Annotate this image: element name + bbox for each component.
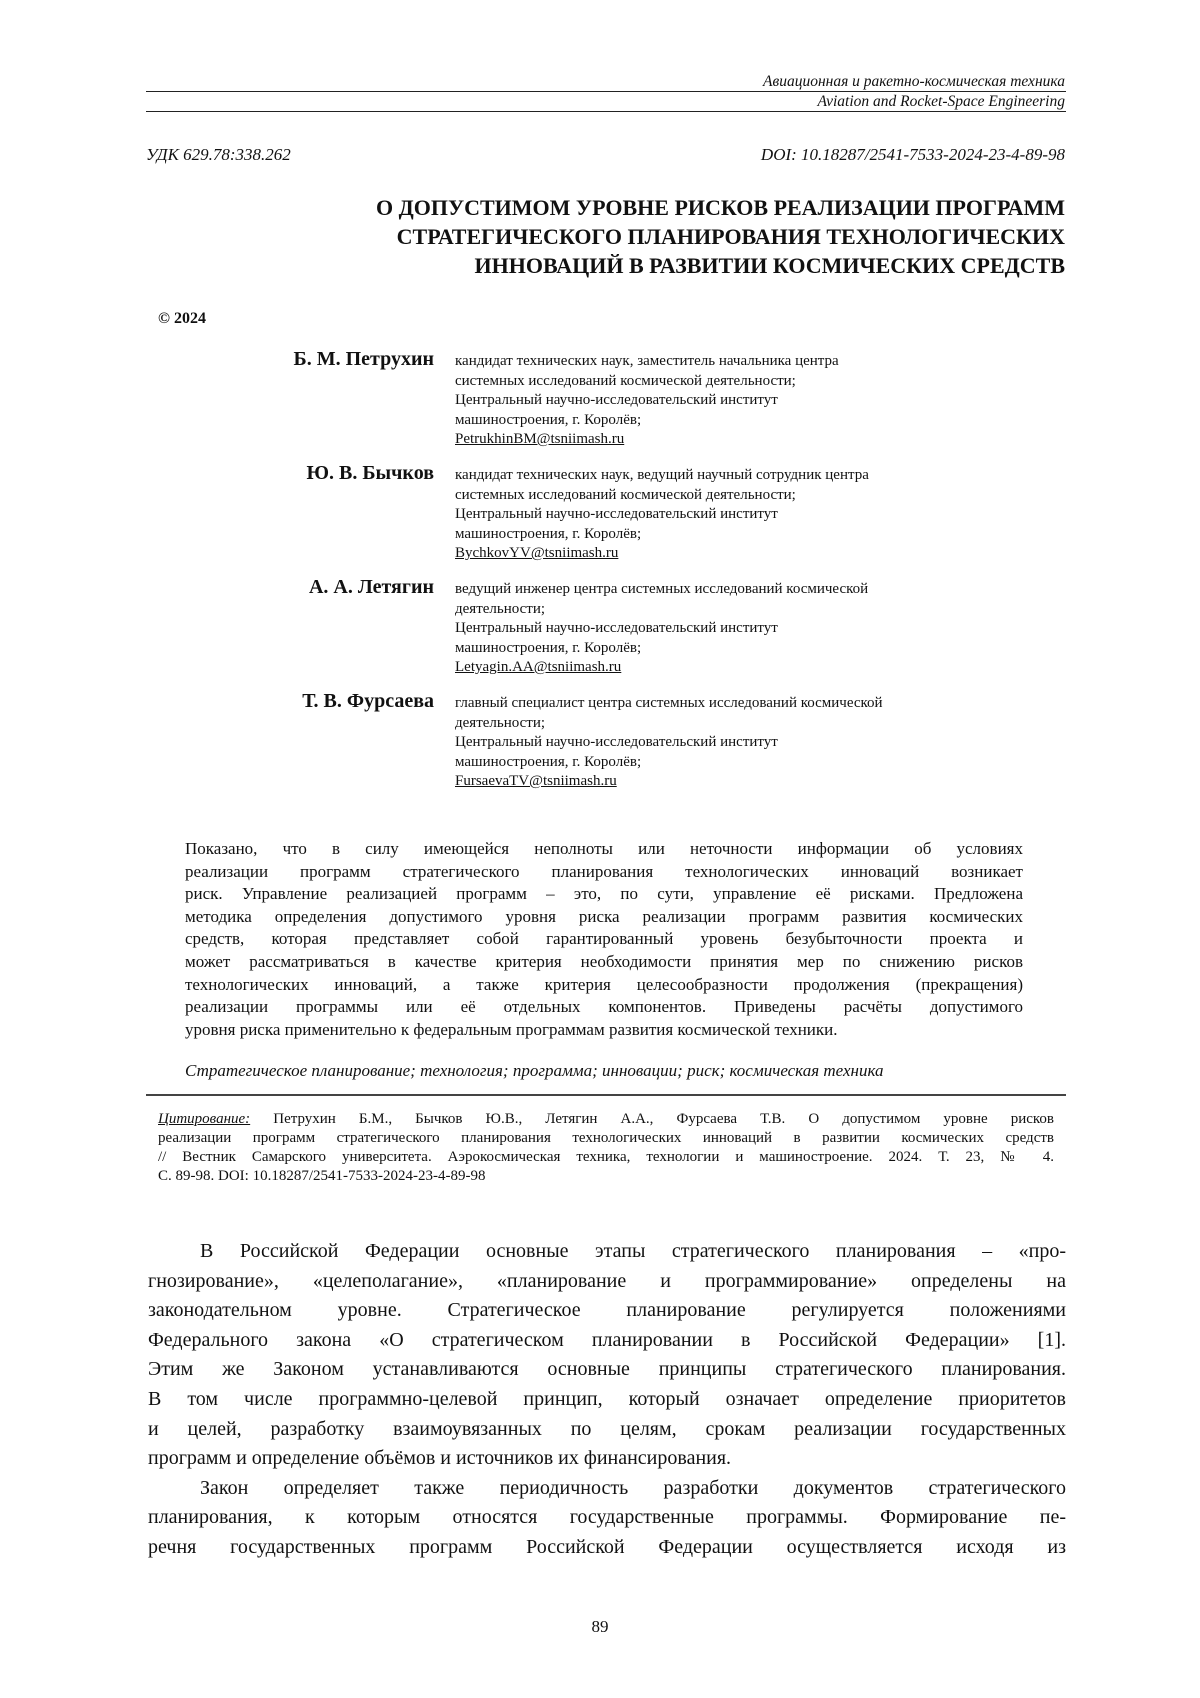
body-line: В Российской Федерации основные этапы стратегического планирования – «про- bbox=[148, 1237, 1066, 1267]
body-line: гнозирование», «целеполагание», «планирование и программирование» определены на bbox=[148, 1267, 1066, 1297]
citation-line bbox=[158, 1110, 1054, 1129]
author-name: Т. В. Фурсаева bbox=[146, 690, 434, 713]
affiliation-line: системных исследований космической деятельности; bbox=[455, 486, 869, 506]
citation-label: Цитирование: bbox=[158, 1111, 250, 1127]
affiliation-line: машиностроения, г. Королёв; bbox=[455, 639, 868, 659]
abstract-line: риск. Управление реализацией программ – это, по сути, управление её рисками. Предложена bbox=[185, 883, 1023, 906]
author-name: Ю. В. Бычков bbox=[146, 462, 434, 485]
author-affiliation bbox=[455, 466, 869, 564]
body-line: Федерального закона «О стратегическом планировании в Российской Федерации» [1]. bbox=[148, 1326, 1066, 1356]
citation bbox=[158, 1110, 1054, 1186]
abstract-line: технологических инноваций, а также критерия целесообразности продолжения (прекращения) bbox=[185, 974, 1023, 997]
abstract-line: методика определения допустимого уровня риска реализации программ развития космических bbox=[185, 906, 1023, 929]
affiliation-line: Центральный научно-исследовательский институт bbox=[455, 505, 869, 525]
author-email-link[interactable]: PetrukhinBM@tsniimash.ru bbox=[455, 431, 624, 447]
affiliation-line: системных исследований космической деятельности; bbox=[455, 372, 839, 392]
citation-line: С. 89-98. DOI: 10.18287/2541-7533-2024-23-4-89-98 bbox=[158, 1167, 1054, 1186]
citation-text: Петрухин Б.М., Бычков Ю.В., Летягин А.А., Фурсаева Т.В. О допустимом уровне рисков bbox=[273, 1111, 1054, 1127]
copyright: © 2024 bbox=[158, 310, 206, 328]
title-line: ИННОВАЦИЙ В РАЗВИТИИ КОСМИЧЕСКИХ СРЕДСТВ bbox=[376, 251, 1065, 280]
author-block bbox=[146, 466, 1066, 576]
abstract bbox=[185, 838, 1023, 1041]
author-email-link[interactable]: BychkovYV@tsniimash.ru bbox=[455, 545, 618, 561]
abstract-line: Показано, что в силу имеющейся неполноты или неточности информации об условиях bbox=[185, 838, 1023, 861]
body-line: и целей, разработку взаимоувязанных по целям, срокам реализации государственных bbox=[148, 1415, 1066, 1445]
author-block bbox=[146, 694, 1066, 804]
affiliation-line: кандидат технических наук, ведущий научный сотрудник центра bbox=[455, 466, 869, 486]
affiliation-line: машиностроения, г. Королёв; bbox=[455, 525, 869, 545]
journal-title-en: Aviation and Rocket-Space Engineering bbox=[818, 93, 1066, 111]
abstract-line: средств, которая представляет собой гарантированный уровень безубыточности проекта и bbox=[185, 928, 1023, 951]
affiliation-line: Центральный научно-исследовательский институт bbox=[455, 733, 883, 753]
affiliation-line: Центральный научно-исследовательский институт bbox=[455, 391, 839, 411]
affiliation-line: деятельности; bbox=[455, 600, 868, 620]
body-line: Этим же Законом устанавливаются основные принципы стратегического планирования. bbox=[148, 1355, 1066, 1385]
affiliation-line: кандидат технических наук, заместитель начальника центра bbox=[455, 352, 839, 372]
citation-line: реализации программ стратегического планирования технологических инноваций в развитии космических средств bbox=[158, 1129, 1054, 1148]
title-line: СТРАТЕГИЧЕСКОГО ПЛАНИРОВАНИЯ ТЕХНОЛОГИЧЕСКИХ bbox=[376, 222, 1065, 251]
author-email-link[interactable]: Letyagin.AA@tsniimash.ru bbox=[455, 659, 621, 675]
author-affiliation bbox=[455, 580, 868, 678]
article-title bbox=[376, 193, 1065, 280]
keywords: Стратегическое планирование; технология; программа; инновации; риск; космическая техника bbox=[185, 1061, 883, 1081]
author-affiliation bbox=[455, 352, 839, 450]
title-line: О ДОПУСТИМОМ УРОВНЕ РИСКОВ РЕАЛИЗАЦИИ ПРОГРАММ bbox=[376, 193, 1065, 222]
document-page bbox=[0, 0, 1200, 1698]
author-block bbox=[146, 352, 1066, 462]
header-rule bbox=[146, 111, 1066, 112]
affiliation-line: Центральный научно-исследовательский институт bbox=[455, 619, 868, 639]
journal-title-ru: Авиационная и ракетно-космическая техника bbox=[763, 73, 1065, 91]
abstract-line: уровня риска применительно к федеральным программам развития космической техники. bbox=[185, 1019, 1023, 1042]
author-block bbox=[146, 580, 1066, 690]
udk: УДК 629.78:338.262 bbox=[146, 145, 291, 165]
author-affiliation bbox=[455, 694, 883, 792]
page-number: 89 bbox=[0, 1617, 1200, 1637]
body-line: планирования, к которым относятся государственные программы. Формирование пе- bbox=[148, 1503, 1066, 1533]
author-name: А. А. Летягин bbox=[146, 576, 434, 599]
citation-line: // Вестник Самарского университета. Аэрокосмическая техника, технологии и машиностроение. 2024. Т. 23, № 4. bbox=[158, 1148, 1054, 1167]
body-line: речня государственных программ Российской Федерации осуществляется исходя из bbox=[148, 1533, 1066, 1563]
abstract-line: может рассматриваться в качестве критерия необходимости принятия мер по снижению рисков bbox=[185, 951, 1023, 974]
body-line: В том числе программно-целевой принцип, который означает определение приоритетов bbox=[148, 1385, 1066, 1415]
abstract-line: реализации программ стратегического планирования технологических инноваций возникает bbox=[185, 861, 1023, 884]
affiliation-line: машиностроения, г. Королёв; bbox=[455, 411, 839, 431]
author-name: Б. М. Петрухин bbox=[146, 348, 434, 371]
affiliation-line: главный специалист центра системных исследований космической bbox=[455, 694, 883, 714]
abstract-line: реализации программы или её отдельных компонентов. Приведены расчёты допустимого bbox=[185, 996, 1023, 1019]
body-line: законодательном уровне. Стратегическое планирование регулируется положениями bbox=[148, 1296, 1066, 1326]
body-line: Закон определяет также периодичность разработки документов стратегического bbox=[148, 1474, 1066, 1504]
header-rule bbox=[146, 91, 1066, 92]
abstract-rule bbox=[146, 1094, 1066, 1096]
affiliation-line: деятельности; bbox=[455, 714, 883, 734]
body-line: программ и определение объёмов и источников их финансирования. bbox=[148, 1444, 1066, 1474]
author-email-link[interactable]: FursaevaTV@tsniimash.ru bbox=[455, 773, 617, 789]
doi: DOI: 10.18287/2541-7533-2024-23-4-89-98 bbox=[761, 145, 1065, 165]
affiliation-line: ведущий инженер центра системных исследований космической bbox=[455, 580, 868, 600]
affiliation-line: машиностроения, г. Королёв; bbox=[455, 753, 883, 773]
body-text bbox=[148, 1237, 1066, 1563]
